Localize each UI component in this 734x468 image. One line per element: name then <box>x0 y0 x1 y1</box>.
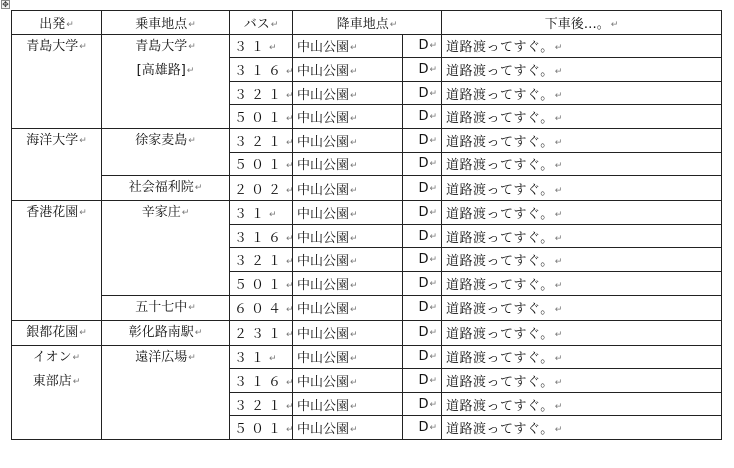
after-cell[interactable]: 道路渡ってすぐ。↵ <box>442 105 722 129</box>
alighting-cell[interactable]: 中山公園↵ <box>293 224 403 248</box>
bus-cell[interactable]: ２３１↵ <box>230 320 293 345</box>
boarding-cell[interactable]: 遠洋広場↵ <box>102 345 230 439</box>
alighting-cell[interactable]: 中山公園↵ <box>293 34 403 58</box>
alighting-cell[interactable]: 中山公園↵ <box>293 105 403 129</box>
alighting-cell[interactable]: 中山公園↵ <box>293 271 403 295</box>
header-bus[interactable]: バス↵ <box>230 11 293 35</box>
after-cell[interactable]: 道路渡ってすぐ。↵ <box>442 248 722 272</box>
door-cell[interactable]: D↵ <box>403 320 442 345</box>
alighting-cell[interactable]: 中山公園↵ <box>293 201 403 225</box>
alighting-cell[interactable]: 中山公園↵ <box>293 248 403 272</box>
table-row <box>12 345 722 369</box>
alighting-cell[interactable]: 中山公園↵ <box>293 320 403 345</box>
boarding-cell[interactable]: 辛家庄↵ <box>102 201 230 295</box>
departure-cell[interactable]: 青島大学↵ <box>12 34 102 128</box>
bus-cell[interactable]: ３１↵ <box>230 201 293 225</box>
boarding-cell[interactable]: 青島大学↵ [高雄路]↵ <box>102 34 230 128</box>
door-cell[interactable]: D↵ <box>403 248 442 272</box>
cell-end-mark: ↵ <box>66 19 74 30</box>
door-cell[interactable]: D↵ <box>403 176 442 201</box>
departure-cell[interactable]: 海洋大学↵ <box>12 128 102 200</box>
departure-cell[interactable]: イオン↵ 東部店↵ <box>12 345 102 439</box>
after-cell[interactable]: 道路渡ってすぐ。↵ <box>442 34 722 58</box>
door-cell[interactable]: D↵ <box>403 295 442 320</box>
bus-cell[interactable]: ５０１↵ <box>230 416 293 440</box>
after-cell[interactable]: 道路渡ってすぐ。↵ <box>442 201 722 225</box>
cell-end-mark: ↵ <box>389 19 398 30</box>
table-row <box>12 128 722 152</box>
after-cell[interactable]: 道路渡ってすぐ。↵ <box>442 345 722 369</box>
table-row <box>12 320 722 345</box>
table-move-handle-icon[interactable]: ✥ <box>2 0 9 9</box>
after-cell[interactable]: 道路渡ってすぐ。↵ <box>442 176 722 201</box>
after-cell[interactable]: 道路渡ってすぐ。↵ <box>442 392 722 416</box>
after-cell[interactable]: 道路渡ってすぐ。↵ <box>442 152 722 176</box>
door-cell[interactable]: D↵ <box>403 201 442 225</box>
table-row <box>12 201 722 225</box>
door-cell[interactable]: D↵ <box>403 105 442 129</box>
departure-cell[interactable]: 銀都花園↵ <box>12 320 102 345</box>
door-cell[interactable]: D↵ <box>403 128 442 152</box>
bus-cell[interactable]: ３２１↵ <box>230 128 293 152</box>
alighting-cell[interactable]: 中山公園↵ <box>293 58 403 82</box>
after-cell[interactable]: 道路渡ってすぐ。↵ <box>442 320 722 345</box>
table-row <box>12 176 722 201</box>
door-cell[interactable]: D↵ <box>403 224 442 248</box>
bus-route-table <box>11 10 722 440</box>
door-cell[interactable]: D↵ <box>403 271 442 295</box>
bus-cell[interactable]: ３１６↵ <box>230 58 293 82</box>
after-cell[interactable]: 道路渡ってすぐ。↵ <box>442 369 722 393</box>
departure-cell[interactable]: 香港花園↵ <box>12 201 102 320</box>
header-after[interactable]: 下車後…。↵ <box>442 11 722 35</box>
alighting-cell[interactable]: 中山公園↵ <box>293 369 403 393</box>
bus-cell[interactable]: ３２１↵ <box>230 81 293 105</box>
bus-cell[interactable]: ３１６↵ <box>230 224 293 248</box>
boarding-cell[interactable]: 徐家麦島↵ <box>102 128 230 175</box>
alighting-cell[interactable]: 中山公園↵ <box>293 295 403 320</box>
after-cell[interactable]: 道路渡ってすぐ。↵ <box>442 416 722 440</box>
table-row <box>12 295 722 320</box>
door-cell[interactable]: D↵ <box>403 416 442 440</box>
after-cell[interactable]: 道路渡ってすぐ。↵ <box>442 81 722 105</box>
bus-cell[interactable]: ３２１↵ <box>230 248 293 272</box>
bus-cell[interactable]: ３１↵ <box>230 345 293 369</box>
alighting-cell[interactable]: 中山公園↵ <box>293 416 403 440</box>
door-cell[interactable]: D↵ <box>403 58 442 82</box>
table-row <box>12 34 722 58</box>
door-cell[interactable]: D↵ <box>403 152 442 176</box>
bus-cell[interactable]: ３１６↵ <box>230 369 293 393</box>
header-boarding[interactable]: 乗車地点↵ <box>102 11 230 35</box>
alighting-cell[interactable]: 中山公園↵ <box>293 128 403 152</box>
after-cell[interactable]: 道路渡ってすぐ。↵ <box>442 128 722 152</box>
boarding-cell[interactable]: 彰化路南駅↵ <box>102 320 230 345</box>
door-cell[interactable]: D↵ <box>403 34 442 58</box>
alighting-cell[interactable]: 中山公園↵ <box>293 81 403 105</box>
bus-cell[interactable]: ５０１↵ <box>230 152 293 176</box>
alighting-cell[interactable]: 中山公園↵ <box>293 176 403 201</box>
boarding-cell[interactable]: 社会福利院↵ <box>102 176 230 201</box>
header-departure[interactable]: 出発↵ <box>12 11 102 35</box>
cell-end-mark: ↵ <box>270 19 279 30</box>
bus-cell[interactable]: ６０４↵ <box>230 295 293 320</box>
door-cell[interactable]: D↵ <box>403 369 442 393</box>
door-cell[interactable]: D↵ <box>403 345 442 369</box>
after-cell[interactable]: 道路渡ってすぐ。↵ <box>442 58 722 82</box>
bus-cell[interactable]: ３１↵ <box>230 34 293 58</box>
door-cell[interactable]: D↵ <box>403 392 442 416</box>
header-alighting[interactable]: 降車地点↵ <box>293 11 442 35</box>
bus-cell[interactable]: ５０１↵ <box>230 271 293 295</box>
bus-cell[interactable]: ５０１↵ <box>230 105 293 129</box>
after-cell[interactable]: 道路渡ってすぐ。↵ <box>442 295 722 320</box>
alighting-cell[interactable]: 中山公園↵ <box>293 392 403 416</box>
cell-end-mark: ↵ <box>188 19 196 30</box>
cell-end-mark: ↵ <box>610 19 619 30</box>
after-cell[interactable]: 道路渡ってすぐ。↵ <box>442 224 722 248</box>
alighting-cell[interactable]: 中山公園↵ <box>293 152 403 176</box>
boarding-cell[interactable]: 五十七中↵ <box>102 295 230 320</box>
bus-cell[interactable]: ３２１↵ <box>230 392 293 416</box>
header-row <box>12 11 722 35</box>
bus-cell[interactable]: ２０２↵ <box>230 176 293 201</box>
door-cell[interactable]: D↵ <box>403 81 442 105</box>
alighting-cell[interactable]: 中山公園↵ <box>293 345 403 369</box>
after-cell[interactable]: 道路渡ってすぐ。↵ <box>442 271 722 295</box>
